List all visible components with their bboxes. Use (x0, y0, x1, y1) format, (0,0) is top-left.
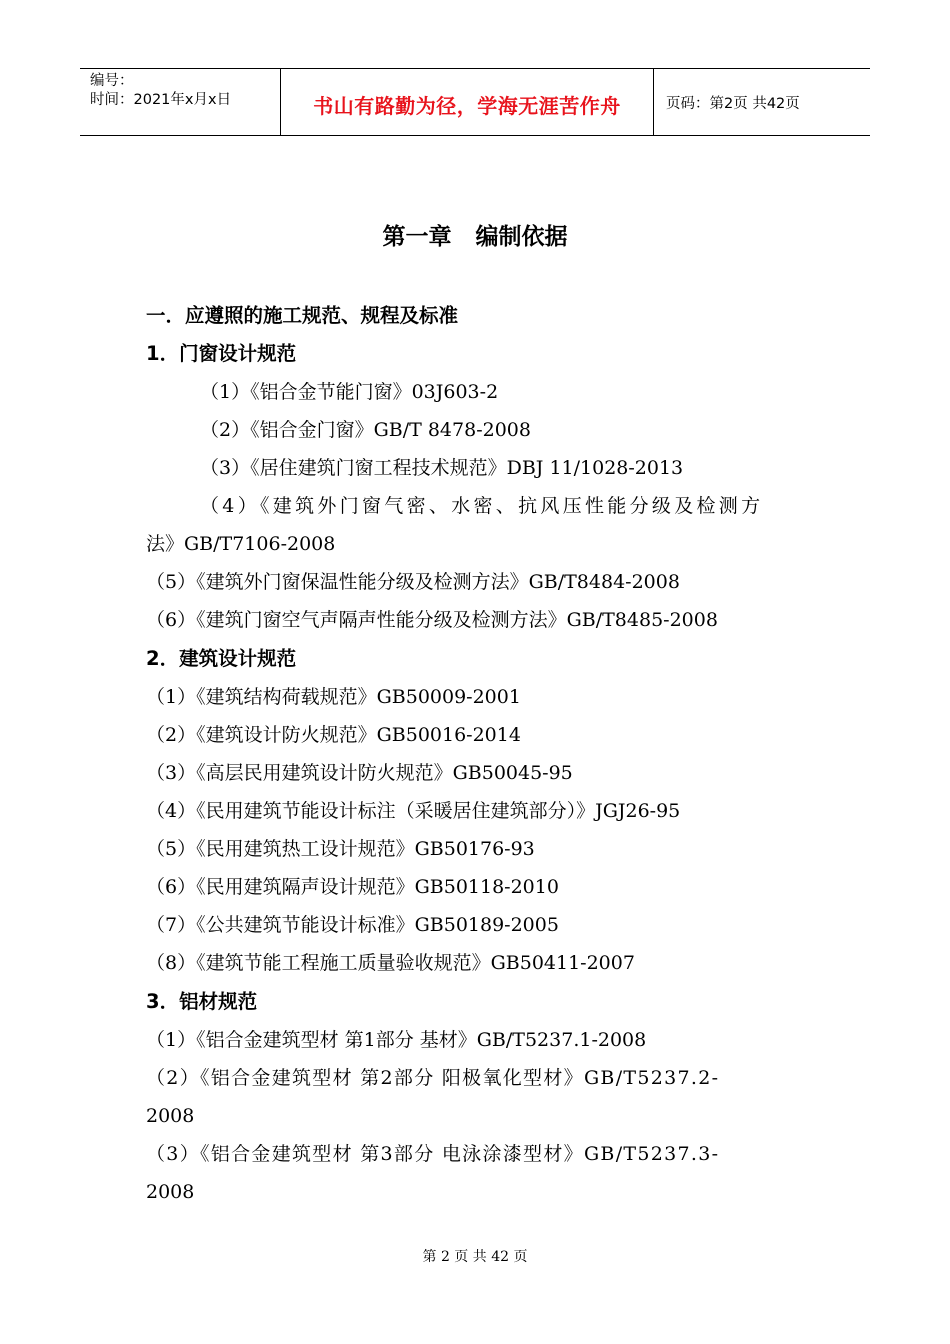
list-item: （3）《铝合金建筑型材 第3部分 电泳涂漆型材》GB/T5237.3- (146, 1143, 720, 1165)
list-item-continuation: 法》GB/T7106-2008 (146, 533, 336, 555)
list-item: （4）《民用建筑节能设计标注（采暖居住建筑部分）》JGJ26-95 (146, 800, 681, 822)
section-title: 一．应遵照的施工规范、规程及标准 (146, 304, 459, 327)
list-item: （2）《铝合金建筑型材 第2部分 阳极氧化型材》GB/T5237.2- (146, 1067, 720, 1089)
list-item: （4）《建筑外门窗气密、水密、抗风压性能分级及检测方 (200, 495, 764, 517)
list-item: （5）《民用建筑热工设计规范》GB50176-93 (146, 838, 535, 860)
list-item: （6）《民用建筑隔声设计规范》GB50118-2010 (146, 876, 559, 898)
header-meta (80, 69, 281, 135)
list-item: （2）《建筑设计防火规范》GB50016-2014 (146, 724, 521, 746)
chapter-title: 第一章 编制依据 (382, 224, 568, 250)
header-page-number: 页码：第2页 共42页 (666, 95, 800, 112)
list-item: （7）《公共建筑节能设计标准》GB50189-2005 (146, 914, 559, 936)
list-item: （3）《居住建筑门窗工程技术规范》DBJ 11/1028-2013 (200, 457, 684, 479)
page-header (80, 68, 870, 136)
group-heading-doors-windows: 1．门窗设计规范 (146, 342, 297, 365)
list-item: （5）《建筑外门窗保温性能分级及检测方法》GB/T8484-2008 (146, 571, 680, 593)
group-heading-aluminium: 3．铝材规范 (146, 990, 258, 1013)
list-item-continuation: 2008 (146, 1105, 195, 1127)
page-footer: 第 2 页 共 42 页 (422, 1249, 528, 1265)
header-motto: 书山有路勤为径，学海无涯苦作舟 (281, 69, 654, 135)
header-date: 时间：2021年x月x日 (90, 92, 232, 108)
list-item: （2）《铝合金门窗》GB/T 8478-2008 (200, 419, 531, 441)
list-item-continuation: 2008 (146, 1181, 195, 1203)
list-item: （6）《建筑门窗空气声隔声性能分级及检测方法》GB/T8485-2008 (146, 609, 718, 631)
list-item: （1）《铝合金节能门窗》03J603-2 (200, 381, 499, 403)
list-item: （1）《铝合金建筑型材 第1部分 基材》GB/T5237.1-2008 (146, 1029, 647, 1051)
list-item: （1）《建筑结构荷载规范》GB50009-2001 (146, 686, 521, 708)
header-number: 编号： (90, 73, 134, 89)
group-heading-building-design: 2．建筑设计规范 (146, 647, 297, 670)
list-item: （3）《高层民用建筑设计防火规范》GB50045-95 (146, 762, 573, 784)
list-item: （8）《建筑节能工程施工质量验收规范》GB50411-2007 (146, 952, 635, 974)
